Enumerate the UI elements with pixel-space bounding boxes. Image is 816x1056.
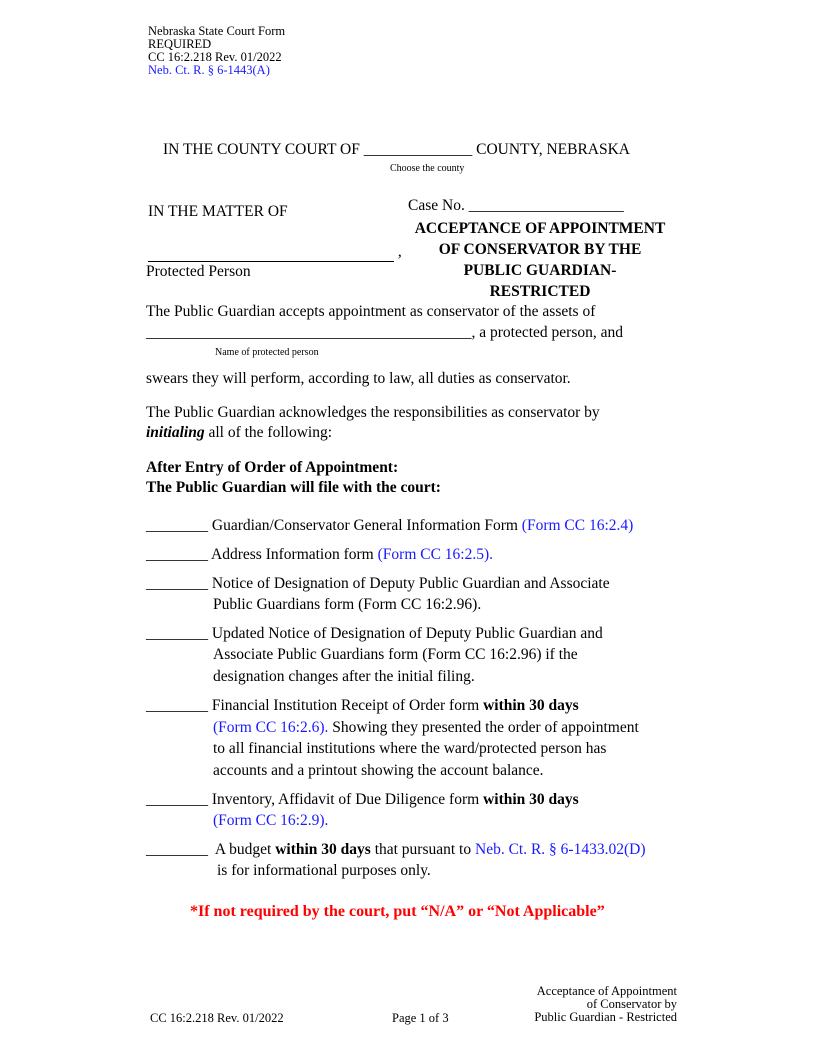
footer-form-number: CC 16:2.218 Rev. 01/2022 — [150, 1011, 284, 1025]
protected-and: , a protected person, and — [471, 324, 623, 341]
initial-field[interactable]: ________ — [146, 697, 208, 714]
item-financial-receipt — [146, 695, 579, 716]
item-updated-designation — [146, 623, 603, 644]
form-title-line3: PUBLIC GUARDIAN- — [463, 262, 617, 279]
form-link[interactable]: (Form CC 16:2.9). — [213, 812, 329, 829]
initialing-emphasis: initialing — [146, 424, 205, 441]
item-text: A budget — [214, 841, 276, 858]
form-title-line2: OF CONSERVATOR BY THE — [438, 241, 642, 258]
protected-name-line — [146, 322, 623, 343]
item-text: accounts and a printout showing the account balance. — [213, 762, 544, 779]
swears-text: swears they will perform, according to law, all duties as conservator. — [146, 370, 571, 387]
form-title-line1: ACCEPTANCE OF APPOINTMENT — [414, 220, 666, 237]
court-prefix: IN THE COUNTY COURT OF — [163, 141, 360, 158]
comma: , — [397, 243, 402, 260]
initial-field[interactable]: ________ — [146, 546, 208, 563]
item-text: Updated Notice of Designation of Deputy Public Guardian and — [211, 625, 603, 642]
initial-field[interactable]: ________ — [146, 625, 208, 642]
after-entry-heading: After Entry of Order of Appointment: — [146, 459, 399, 476]
header-form-type: Nebraska State Court Form — [148, 24, 286, 38]
protected-name-field[interactable]: __________________________________________ — [146, 324, 472, 341]
protected-person-field[interactable] — [148, 247, 394, 262]
ack-rest: all of the following: — [204, 424, 333, 441]
case-number-field[interactable]: ____________________ — [468, 197, 624, 214]
footer-title-3: Public Guardian - Restricted — [534, 1010, 677, 1024]
county-hint: Choose the county — [390, 163, 465, 174]
deadline: within 30 days — [483, 697, 579, 714]
initial-field[interactable]: ________ — [146, 517, 208, 534]
item-text: to all financial institutions where the ward/protected person has — [213, 740, 607, 757]
protected-person-name — [148, 241, 402, 262]
item-text: Showing they presented the order of appointment — [328, 719, 639, 736]
initial-field[interactable]: ________ — [146, 841, 208, 858]
ack-text-2 — [146, 422, 332, 443]
item-text: Address Information form — [211, 546, 378, 563]
initial-field[interactable]: ________ — [146, 575, 208, 592]
item-budget — [146, 839, 646, 860]
form-link[interactable]: (Form CC 16:2.4) — [521, 517, 634, 534]
form-link[interactable]: (Form CC 16:2.6). — [213, 719, 329, 736]
deadline: within 30 days — [483, 791, 579, 808]
item-text: is for informational purposes only. — [217, 862, 431, 879]
item-text: Public Guardians form (Form CC 16:2.96). — [213, 596, 482, 613]
court-suffix: COUNTY, NEBRASKA — [476, 141, 630, 158]
header-rule-link[interactable]: Neb. Ct. R. § 6-1443(A) — [148, 63, 270, 77]
header-required: REQUIRED — [148, 37, 212, 51]
matter-label: IN THE MATTER OF — [148, 203, 288, 220]
item-text: that pursuant to — [370, 841, 475, 858]
form-link[interactable]: (Form CC 16:2.5). — [377, 546, 494, 563]
not-required-notice: *If not required by the court, put “N/A” or “Not Applicable” — [190, 903, 605, 920]
item-text: Associate Public Guardians form (Form CC 16:2.96) if the — [213, 646, 578, 663]
will-file-heading: The Public Guardian will file with the court: — [146, 479, 441, 496]
case-number — [408, 195, 624, 216]
header-form-number: CC 16:2.218 Rev. 01/2022 — [148, 50, 282, 64]
item-address-info — [146, 544, 493, 565]
footer-page-number: Page 1 of 3 — [392, 1011, 449, 1025]
item-text: Financial Institution Receipt of Order form — [211, 697, 484, 714]
item-text: Inventory, Affidavit of Due Diligence form — [211, 791, 484, 808]
item-text: Guardian/Conservator General Information Form — [211, 517, 522, 534]
item-text: designation changes after the initial filing. — [213, 668, 475, 685]
rule-link[interactable]: Neb. Ct. R. § 6-1433.02(D) — [475, 841, 646, 858]
name-hint: Name of protected person — [215, 347, 319, 358]
initial-field[interactable]: ________ — [146, 791, 208, 808]
case-no-label: Case No. — [408, 197, 465, 214]
county-field[interactable]: ______________ — [363, 141, 473, 158]
item-text — [213, 717, 639, 738]
accept-text: The Public Guardian accepts appointment as conservator of the assets of — [146, 303, 596, 320]
item-general-info — [146, 515, 633, 536]
item-inventory — [146, 789, 579, 810]
footer-title-1: Acceptance of Appointment — [536, 984, 677, 998]
item-text: Notice of Designation of Deputy Public Guardian and Associate — [211, 575, 610, 592]
item-designation — [146, 573, 610, 594]
ack-text: The Public Guardian acknowledges the responsibilities as conservator by — [146, 404, 600, 421]
footer-title-2: of Conservator by — [586, 997, 677, 1011]
deadline: within 30 days — [275, 841, 371, 858]
form-title-line4: RESTRICTED — [489, 283, 591, 300]
court-caption — [163, 139, 630, 160]
protected-person-label: Protected Person — [146, 263, 251, 280]
